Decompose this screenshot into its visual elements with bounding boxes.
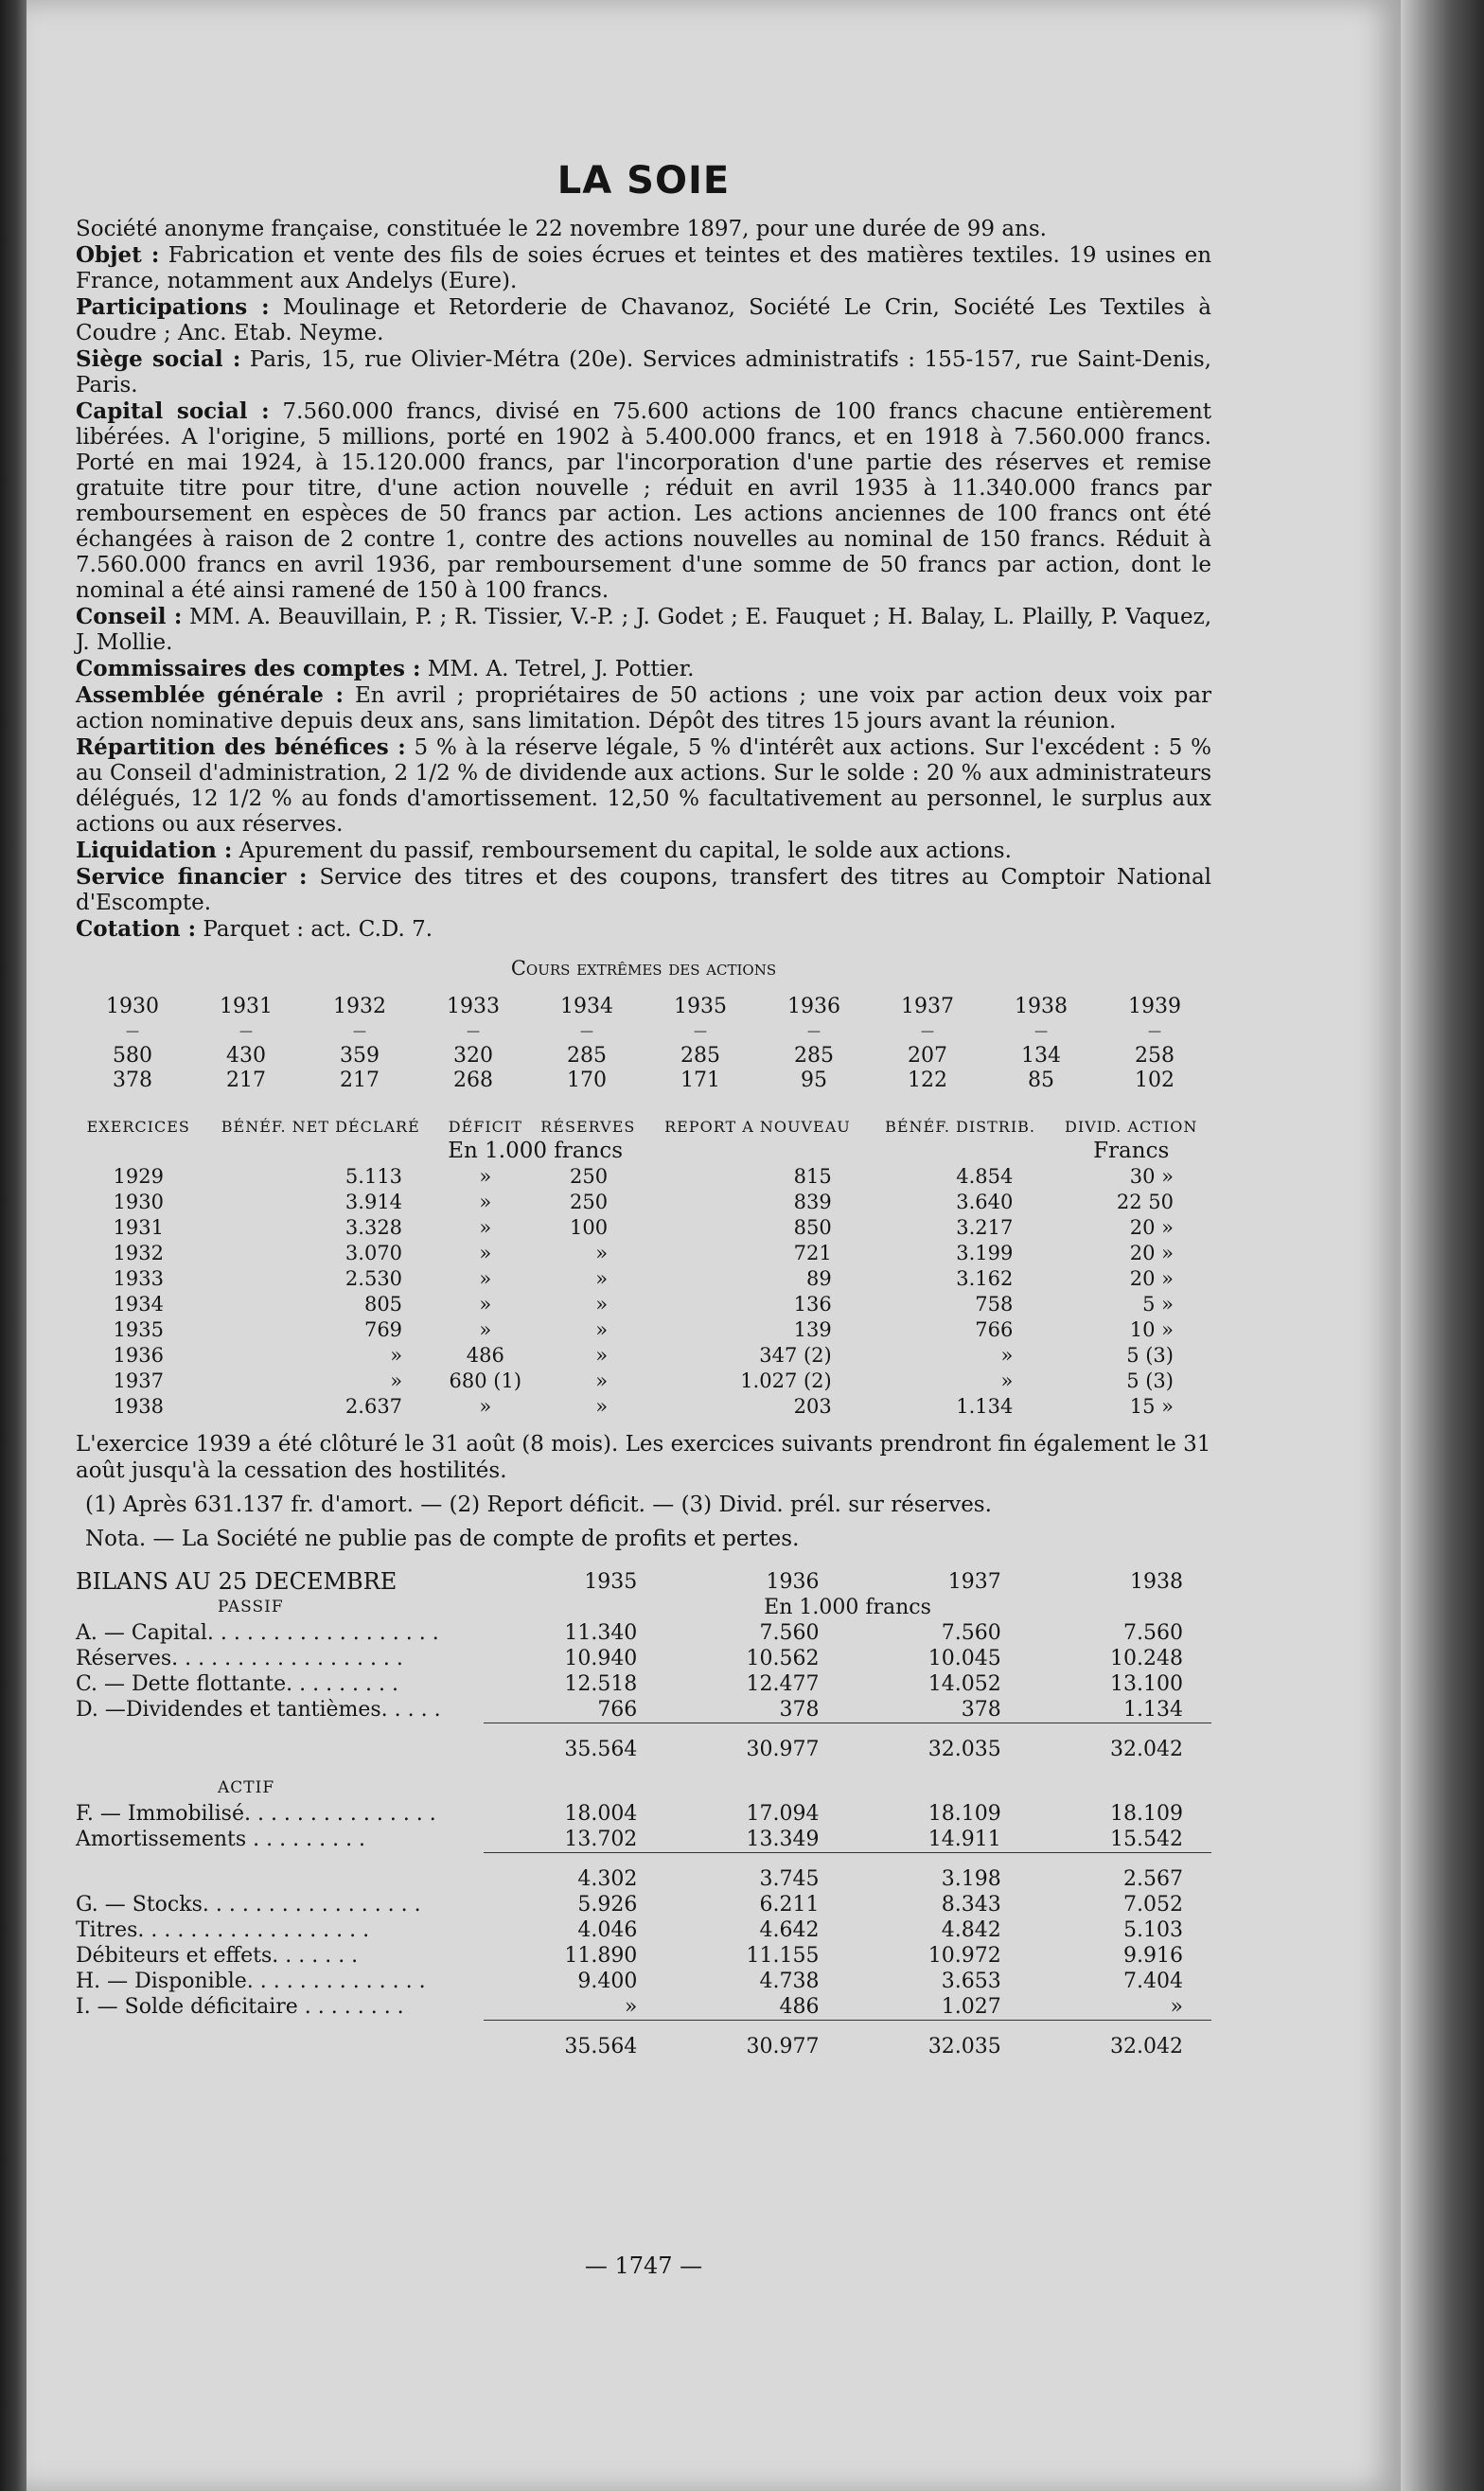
info-paragraph <box>76 398 1211 604</box>
table-cell: » <box>479 1216 492 1239</box>
table-cell: 5.113 <box>344 1165 403 1188</box>
table-cell: 769 <box>363 1318 403 1341</box>
paragraph-label: Capital social : <box>76 398 270 424</box>
table-row <box>76 1215 1211 1241</box>
table-cell: 17.094 <box>746 1802 820 1826</box>
body-text <box>76 216 1211 2059</box>
table-cell: 136 <box>793 1293 832 1316</box>
table-cell: 5 (3) <box>1126 1369 1174 1392</box>
cours-high-cell: 258 <box>1135 1044 1175 1068</box>
paragraph-text: Moulinage et Retorderie de Chavanoz, Société Le Crin, Société Les Textiles à Coudre ; Anc. Etab. Neyme. <box>76 295 1211 345</box>
table-cell: 4.842 <box>941 1918 1001 1942</box>
paragraph-label: Assemblée générale : <box>76 682 344 708</box>
info-paragraph <box>76 216 1211 242</box>
table-row <box>76 1266 1211 1292</box>
cours-high-cell: 359 <box>340 1044 380 1068</box>
exercices-table <box>76 1116 1211 1420</box>
table-cell: 3.199 <box>956 1242 1014 1264</box>
table-cell: 4.046 <box>577 1918 638 1942</box>
row-label: Débiteurs et effets. . . . . . . <box>76 1944 359 1968</box>
table-row <box>76 1292 1211 1317</box>
table-cell: 7.560 <box>1123 1621 1183 1645</box>
table-cell: » <box>390 1369 403 1392</box>
cours-years-cell: 1932 <box>333 995 386 1018</box>
table-cell: » <box>1170 1995 1183 2019</box>
table-cell: 11.890 <box>564 1944 638 1968</box>
row-label: Titres. . . . . . . . . . . . . . . . . . <box>76 1918 370 1942</box>
table-cell: 7.404 <box>1123 1970 1183 1993</box>
table-row <box>76 1394 1211 1420</box>
actif-net-row <box>76 1853 1211 1893</box>
table-row <box>76 1620 1211 1646</box>
cours-high-cell: 580 <box>113 1044 152 1068</box>
cours-low-cell: 217 <box>340 1069 380 1092</box>
table-cell: 2.530 <box>344 1267 403 1290</box>
paragraph-label: Répartition des bénéfices : <box>76 734 406 760</box>
table-row <box>76 1343 1211 1369</box>
total-label <box>76 2021 484 2060</box>
paragraph-label: Objet : <box>76 242 160 268</box>
table-row <box>76 1697 1211 1723</box>
dash-mark: — <box>239 1024 253 1039</box>
bilans-year: 1936 <box>766 1570 820 1594</box>
table-cell: 30 » <box>1129 1165 1174 1188</box>
cours-years-row <box>76 995 1211 1019</box>
bilans-title-row <box>76 1569 1211 1595</box>
total-cell: 35.564 <box>484 1723 665 1763</box>
cours-high-cell: 320 <box>453 1044 493 1068</box>
table-cell: 7.560 <box>759 1621 820 1645</box>
table-cell: 10.562 <box>746 1647 820 1670</box>
info-paragraph <box>76 734 1211 838</box>
passif-total-row <box>76 1723 1211 1763</box>
cours-years-cell: 1937 <box>901 995 954 1018</box>
table-row <box>76 1671 1211 1697</box>
dash-mark: — <box>353 1024 366 1039</box>
table-cell: » <box>595 1293 609 1316</box>
table-cell: 1938 <box>113 1395 164 1418</box>
table-cell: 22 50 <box>1116 1191 1174 1213</box>
cours-years-cell: 1938 <box>1015 995 1068 1018</box>
exercices-header-cell: RÉSERVES <box>540 1118 636 1136</box>
exercices-header-cell: REPORT A NOUVEAU <box>664 1118 851 1136</box>
document-page <box>26 0 1401 2491</box>
table-cell: 13.702 <box>564 1828 638 1851</box>
table-cell: 1.027 <box>941 1995 1001 2019</box>
bilans-year: 1937 <box>947 1570 1001 1594</box>
cours-low-cell: 268 <box>453 1069 493 1092</box>
table-cell: 1.134 <box>1123 1698 1183 1722</box>
passif-body <box>76 1620 1211 1723</box>
table-cell: 11.340 <box>564 1621 638 1645</box>
row-label: C. — Dette flottante. . . . . . . . . <box>76 1672 399 1696</box>
info-paragraph <box>76 346 1211 398</box>
table-cell: 1.027 (2) <box>740 1369 832 1392</box>
cours-high-cell: 285 <box>567 1044 607 1068</box>
table-cell: 486 <box>466 1344 504 1367</box>
total-cell: 4.302 <box>484 1853 665 1893</box>
table-cell: 758 <box>975 1293 1014 1316</box>
table-cell: 14.911 <box>928 1828 1001 1851</box>
table-cell: 850 <box>793 1216 832 1239</box>
actif-circulant-body <box>76 1892 1211 2021</box>
table-row <box>76 1241 1211 1266</box>
table-cell: 20 » <box>1129 1242 1174 1264</box>
paragraph-label: Service financier : <box>76 864 308 890</box>
exercices-header-cell: BÉNÉF. DISTRIB. <box>885 1118 1035 1136</box>
row-label: D. —Dividendes et tantièmes. . . . . <box>76 1698 441 1722</box>
row-label: H. — Disponible. . . . . . . . . . . . . . <box>76 1970 426 1993</box>
table-row <box>76 1164 1211 1190</box>
table-row <box>76 1827 1211 1853</box>
table-cell: 4.738 <box>759 1970 820 1993</box>
table-cell: 486 <box>779 1995 820 2019</box>
paragraph-text: MM. A. Beauvillain, P. ; R. Tissier, V.-P. ; J. Godet ; E. Fauquet ; H. Balay, L. Plailly, P. Vaquez, J. Mollie. <box>76 605 1212 655</box>
exercices-header-cell: DÉFICIT <box>448 1118 522 1136</box>
cours-years-cell: 1935 <box>674 995 727 1018</box>
table-cell: 4.642 <box>759 1918 820 1942</box>
table-cell: » <box>479 1318 492 1341</box>
table-cell: 839 <box>793 1191 832 1213</box>
cours-low-row <box>76 1069 1211 1093</box>
table-cell: 1936 <box>113 1344 164 1367</box>
row-label: G. — Stocks. . . . . . . . . . . . . . . . . <box>76 1893 421 1917</box>
table-cell: 3.328 <box>344 1216 403 1239</box>
table-cell: 3.162 <box>956 1267 1014 1290</box>
table-cell: 10.248 <box>1110 1647 1183 1670</box>
table-cell: 7.560 <box>941 1621 1001 1645</box>
table-cell: 18.109 <box>1110 1802 1183 1826</box>
table-cell: 89 <box>806 1267 832 1290</box>
table-cell: » <box>1000 1344 1014 1367</box>
bilans-table <box>76 1569 1211 2059</box>
cours-years-cell: 1934 <box>560 995 613 1018</box>
table-cell: 1937 <box>113 1369 164 1392</box>
table-cell: 250 <box>570 1165 609 1188</box>
table-cell: 14.052 <box>928 1672 1001 1696</box>
cours-high-cell: 285 <box>680 1044 720 1068</box>
table-cell: » <box>595 1242 609 1264</box>
paragraph-label: Conseil : <box>76 604 183 629</box>
exercices-header-cell: DIVID. ACTION <box>1065 1118 1198 1136</box>
paragraph-text: MM. A. Tetrel, J. Pottier. <box>427 657 695 681</box>
table-cell: » <box>479 1191 492 1213</box>
bilans-year: 1935 <box>584 1570 638 1594</box>
table-cell: 378 <box>961 1698 1001 1722</box>
page-number: — 1747 — <box>584 2252 703 2279</box>
table-cell: 3.070 <box>344 1242 403 1264</box>
row-label: F. — Immobilisé. . . . . . . . . . . . . . . <box>76 1802 436 1826</box>
dash-mark: — <box>126 1024 139 1039</box>
table-cell: » <box>595 1267 609 1290</box>
table-cell: 766 <box>975 1318 1014 1341</box>
exercices-unit-row <box>76 1139 1211 1164</box>
dash-mark: — <box>1034 1024 1048 1039</box>
table-cell: 203 <box>793 1395 832 1418</box>
dash-mark: — <box>807 1024 821 1039</box>
row-label: Réserves. . . . . . . . . . . . . . . . . . <box>76 1647 403 1670</box>
table-row <box>76 1317 1211 1343</box>
exercices-header-cell: EXERCICES <box>86 1118 190 1136</box>
table-row <box>76 1892 1211 1917</box>
table-cell: 1930 <box>113 1191 164 1213</box>
total-cell: 30.977 <box>665 1723 847 1763</box>
cours-years-cell: 1939 <box>1128 995 1181 1018</box>
table-cell: 9.400 <box>577 1970 638 1993</box>
paragraph-label: Cotation : <box>76 916 197 942</box>
total-cell: 32.035 <box>848 2021 1030 2060</box>
table-cell: » <box>479 1395 492 1418</box>
table-cell: » <box>595 1318 609 1341</box>
table-cell: 9.916 <box>1123 1944 1183 1968</box>
table-cell: » <box>479 1242 492 1264</box>
cours-high-cell: 430 <box>226 1044 266 1068</box>
info-paragraph <box>76 864 1211 916</box>
table-cell: 5 (3) <box>1126 1344 1174 1367</box>
total-cell: 3.745 <box>665 1853 847 1893</box>
note-nota: Nota. — La Société ne publie pas de compte de profits et pertes. <box>85 1527 800 1551</box>
note-exercice: L'exercice 1939 a été clôturé le 31 août (8 mois). Les exercices suivants prendront fin également le 31 août jusqu'à la cessation des hostilités. <box>76 1432 1211 1483</box>
table-row <box>76 1369 1211 1394</box>
cours-low-cell: 170 <box>567 1069 607 1092</box>
paragraph-text: Service des titres et des coupons, transfert des titres au Comptoir National d'Escompte. <box>76 865 1212 915</box>
table-cell: 721 <box>793 1242 832 1264</box>
total-cell: 32.042 <box>1030 2021 1211 2060</box>
table-cell: 10.940 <box>564 1647 638 1670</box>
table-cell: 15.542 <box>1110 1828 1183 1851</box>
table-cell: 2.637 <box>344 1395 403 1418</box>
info-paragraph <box>76 682 1211 734</box>
table-cell: 7.052 <box>1123 1893 1183 1917</box>
table-cell: » <box>390 1344 403 1367</box>
table-cell: 18.004 <box>564 1802 638 1826</box>
table-cell: 13.100 <box>1110 1672 1183 1696</box>
paragraph-label: Commissaires des comptes : <box>76 656 421 681</box>
table-cell: 3.217 <box>956 1216 1014 1239</box>
table-cell: 18.109 <box>928 1802 1001 1826</box>
cours-low-cell: 171 <box>680 1069 720 1092</box>
table-cell: 250 <box>570 1191 609 1213</box>
cours-low-cell: 217 <box>226 1069 266 1092</box>
page-edge <box>1401 0 1484 2491</box>
cours-high-cell: 134 <box>1021 1044 1061 1068</box>
total-cell: 32.042 <box>1030 1723 1211 1763</box>
table-cell: » <box>595 1395 609 1418</box>
table-row <box>76 1801 1211 1827</box>
page-title: LA SOIE <box>556 159 731 203</box>
table-row <box>76 1994 1211 2021</box>
cours-low-cell: 85 <box>1028 1069 1054 1092</box>
total-cell: 35.564 <box>484 2021 665 2060</box>
total-label <box>76 1723 484 1763</box>
table-cell: 139 <box>793 1318 832 1341</box>
table-cell: » <box>624 1995 638 2019</box>
table-row <box>76 1190 1211 1215</box>
paragraph-text: Société anonyme française, constituée le 22 novembre 1897, pour une durée de 99 ans. <box>76 217 1047 241</box>
table-cell: » <box>479 1293 492 1316</box>
table-cell: 1.134 <box>956 1395 1014 1418</box>
table-cell: 15 » <box>1129 1395 1174 1418</box>
table-cell: 4.854 <box>956 1165 1014 1188</box>
info-paragraph <box>76 916 1211 943</box>
table-cell: 1932 <box>113 1242 164 1264</box>
total-label <box>76 1853 484 1893</box>
table-cell: 3.653 <box>941 1970 1001 1993</box>
info-paragraph <box>76 242 1211 294</box>
table-cell: 100 <box>570 1216 609 1239</box>
total-cell: 32.035 <box>848 1723 1030 1763</box>
cours-table <box>76 995 1211 1093</box>
table-cell: 10.045 <box>928 1647 1001 1670</box>
table-cell: 10 » <box>1129 1318 1174 1341</box>
note-footnotes: (1) Après 631.137 fr. d'amort. — (2) Report déficit. — (3) Divid. prél. sur réserves. <box>85 1493 992 1517</box>
table-cell: 1933 <box>113 1267 164 1290</box>
table-row <box>76 1969 1211 1994</box>
row-label: I. — Solde déficitaire . . . . . . . . <box>76 1995 404 2020</box>
bilans-title: BILANS AU 25 DECEMBRE <box>76 1568 398 1595</box>
table-cell: 20 » <box>1129 1216 1174 1239</box>
binding-shadow <box>0 0 26 2491</box>
actif-total-row <box>76 2021 1211 2060</box>
paragraph-text: En avril ; propriétaires de 50 actions ; une voix par action deux voix par action nominative depuis deux ans, sans limitation. Dépôt des titres 15 jours avant la réunion. <box>76 683 1212 733</box>
paragraph-text: 7.560.000 francs, divisé en 75.600 actions de 100 francs chacune entièrement libérées. A l'origine, 5 millions, porté en 1902 à 5.400.000 francs, et en 1918 à 7.560.000 francs. Porté en mai 1924, à 15.120.000 francs, par l'incorporation d'une partie des réserves et remise gratuite titre pour titre, d'une action nouvelle ; réduit en avril 1935 à 11.340.000 francs par remboursement en espèces de 50 francs par action. Les actions anciennes de 100 francs ont été échangées à raison de 2 contre 1, contre des actions nouvelles au nominal de 150 francs. Réduit à 7.560.000 francs en avril 1936, par remboursement d'une somme de 50 francs par action, dont le nominal a été ainsi ramené de 150 à 100 francs. <box>76 399 1212 603</box>
paragraph-text: Fabrication et vente des fils de soies écrues et teintes et des matières textiles. 19 usines en France, notamment aux Andelys (Eure). <box>76 243 1212 293</box>
cours-low-cell: 95 <box>801 1069 827 1092</box>
actif-immobilise-body <box>76 1801 1211 1853</box>
cours-high-row <box>76 1044 1211 1069</box>
table-cell: 6.211 <box>759 1893 820 1917</box>
table-cell: » <box>595 1369 609 1392</box>
passif-heading: PASSIF <box>218 1598 284 1616</box>
info-paragraph <box>76 604 1211 656</box>
row-label: A. — Capital. . . . . . . . . . . . . . . . . . <box>76 1621 439 1645</box>
actif-head-row <box>76 1762 1211 1801</box>
table-row <box>76 1917 1211 1943</box>
table-cell: 378 <box>779 1698 820 1722</box>
cours-low-cell: 102 <box>1135 1069 1175 1092</box>
dash-mark: — <box>580 1024 593 1039</box>
unit-left: En 1.000 francs <box>448 1139 624 1163</box>
table-cell: 5.103 <box>1123 1918 1183 1942</box>
info-paragraph <box>76 294 1211 346</box>
cours-years-cell: 1931 <box>220 995 273 1018</box>
table-cell: 3.914 <box>344 1191 403 1213</box>
cours-low-cell: 378 <box>113 1069 152 1092</box>
table-cell: 12.477 <box>746 1672 820 1696</box>
table-cell: » <box>479 1267 492 1290</box>
cours-years-cell: 1933 <box>447 995 500 1018</box>
company-info <box>76 216 1211 943</box>
table-cell: 1935 <box>113 1318 164 1341</box>
table-cell: » <box>1000 1369 1014 1392</box>
row-label: Amortissements . . . . . . . . . <box>76 1828 366 1852</box>
paragraph-label: Participations : <box>76 294 270 320</box>
paragraph-label: Siège social : <box>76 346 241 372</box>
table-cell: » <box>479 1165 492 1188</box>
total-cell: 3.198 <box>848 1853 1030 1893</box>
info-paragraph <box>76 838 1211 864</box>
table-cell: 1929 <box>113 1165 164 1188</box>
cours-high-cell: 285 <box>794 1044 834 1068</box>
table-cell: 1934 <box>113 1293 164 1316</box>
table-row <box>76 1943 1211 1969</box>
table-cell: 815 <box>793 1165 832 1188</box>
table-cell: 11.155 <box>746 1944 820 1968</box>
table-cell: » <box>595 1344 609 1367</box>
actif-heading: ACTIF <box>218 1778 275 1797</box>
bilans-unit-row <box>76 1595 1211 1620</box>
table-cell: 805 <box>363 1293 403 1316</box>
exercices-header-cell: BÉNÉF. NET DÉCLARÉ <box>221 1118 420 1136</box>
table-cell: 1931 <box>113 1216 164 1239</box>
total-cell: 2.567 <box>1030 1853 1211 1893</box>
paragraph-text: Apurement du passif, remboursement du capital, le solde aux actions. <box>238 839 1012 863</box>
dash-mark: — <box>1148 1024 1161 1039</box>
cours-dash-row <box>76 1019 1211 1044</box>
cours-years-cell: 1936 <box>787 995 840 1018</box>
dash-mark: — <box>694 1024 707 1039</box>
table-cell: 8.343 <box>941 1893 1001 1917</box>
exercices-header <box>76 1116 1211 1139</box>
info-paragraph <box>76 656 1211 682</box>
table-cell: 3.640 <box>956 1191 1014 1213</box>
paragraph-text: Parquet : act. C.D. 7. <box>203 917 433 942</box>
cours-years-cell: 1930 <box>106 995 159 1018</box>
table-cell: 5 » <box>1142 1293 1174 1316</box>
unit-right: Francs <box>1093 1139 1170 1163</box>
dash-mark: — <box>467 1024 480 1039</box>
table-cell: 766 <box>597 1698 638 1722</box>
dash-mark: — <box>921 1024 934 1039</box>
table-cell: 20 » <box>1129 1267 1174 1290</box>
exercices-body <box>76 1164 1211 1420</box>
paragraph-text: 5 % à la réserve légale, 5 % d'intérêt aux actions. Sur l'excédent : 5 % au Conseil d'administration, 2 1/2 % de dividende aux actions. Sur le solde : 20 % aux administrateurs délégués, 12 1/2 % au fonds d'amortissement. 12,50 % facultativement au personnel, le surplus aux actions ou aux réserves. <box>76 735 1211 837</box>
table-cell: 12.518 <box>564 1672 638 1696</box>
total-cell: 30.977 <box>665 2021 847 2060</box>
table-cell: 347 (2) <box>759 1344 832 1367</box>
table-cell: 10.972 <box>928 1944 1001 1968</box>
table-cell: 680 (1) <box>449 1369 522 1392</box>
table-row <box>76 1646 1211 1671</box>
paragraph-text: Paris, 15, rue Olivier-Métra (20e). Services administratifs : 155-157, rue Saint-Denis, Paris. <box>76 347 1211 398</box>
cours-low-cell: 122 <box>908 1069 947 1092</box>
bilans-unit: En 1.000 francs <box>764 1596 931 1619</box>
paragraph-label: Liquidation : <box>76 838 233 863</box>
cours-high-cell: 207 <box>908 1044 947 1068</box>
table-cell: 13.349 <box>746 1828 820 1851</box>
table-cell: 5.926 <box>577 1893 638 1917</box>
bilans-year: 1938 <box>1130 1570 1183 1594</box>
cours-heading: Cours extrêmes des actions <box>510 957 777 980</box>
